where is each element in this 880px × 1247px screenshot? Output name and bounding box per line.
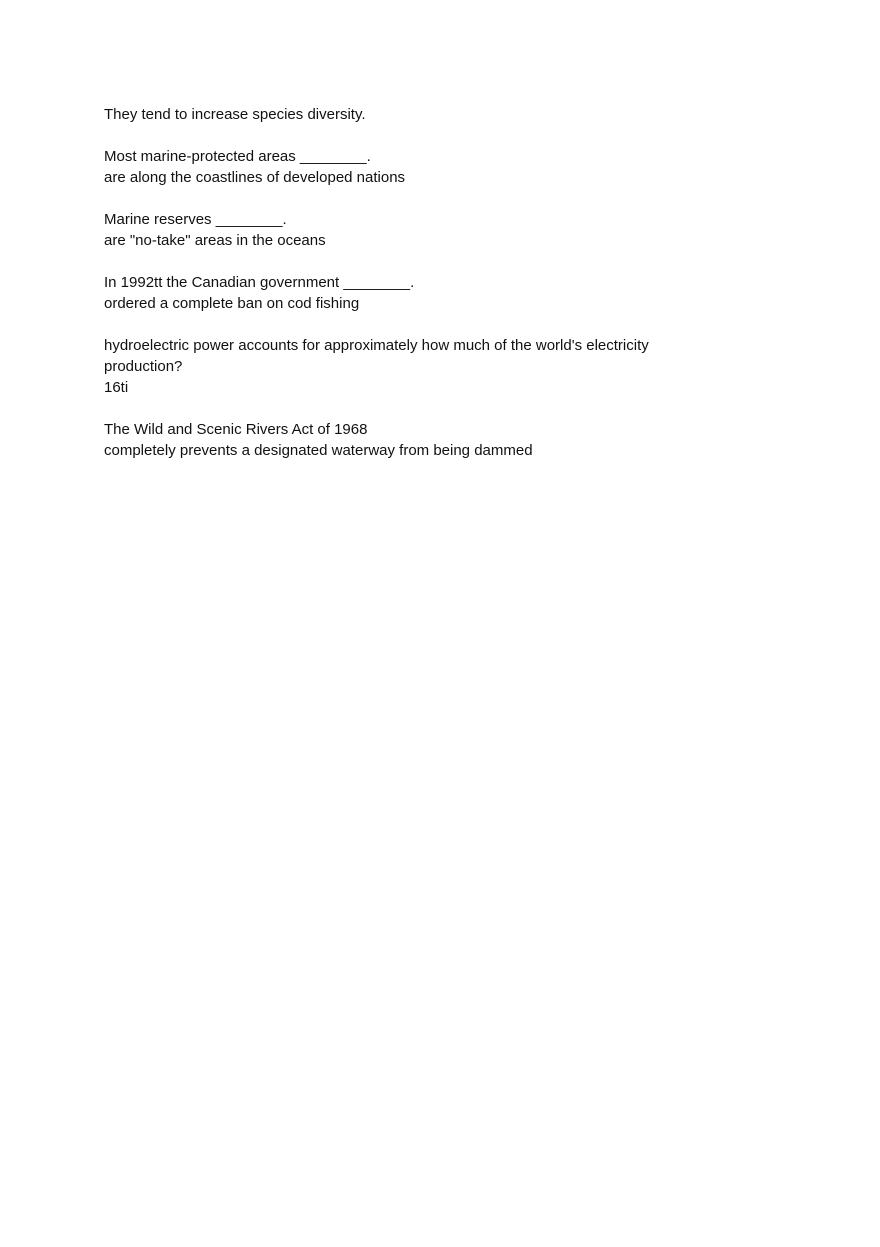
block-spacer [104,125,724,146]
answer-line: completely prevents a designated waterway from being dammed [104,442,533,459]
question-line: hydroelectric power accounts for approximately how much of the world's electricity [104,337,649,354]
answer-line: are "no-take" areas in the oceans [104,232,326,249]
text-block-6 [104,419,724,461]
block-spacer [104,188,724,209]
text-block-2 [104,146,724,188]
question-line: The Wild and Scenic Rivers Act of 1968 [104,421,368,438]
text-block-1 [104,104,724,125]
block-spacer [104,398,724,419]
text-block-3 [104,209,724,251]
answer-line: ordered a complete ban on cod fishing [104,295,360,312]
block-spacer [104,251,724,272]
question-line: Marine reserves ________. [104,211,287,228]
block-spacer [104,314,724,335]
document-body [104,104,724,461]
text-block-4 [104,272,724,314]
question-line: In 1992tt the Canadian government ________. [104,274,415,291]
question-line-continued: production? [104,358,183,375]
answer-line: 16ti [104,379,129,396]
text-block-5 [104,335,724,398]
statement-line: They tend to increase species diversity. [104,106,366,123]
answer-line: are along the coastlines of developed nations [104,169,406,186]
question-line: Most marine-protected areas ________. [104,148,371,165]
